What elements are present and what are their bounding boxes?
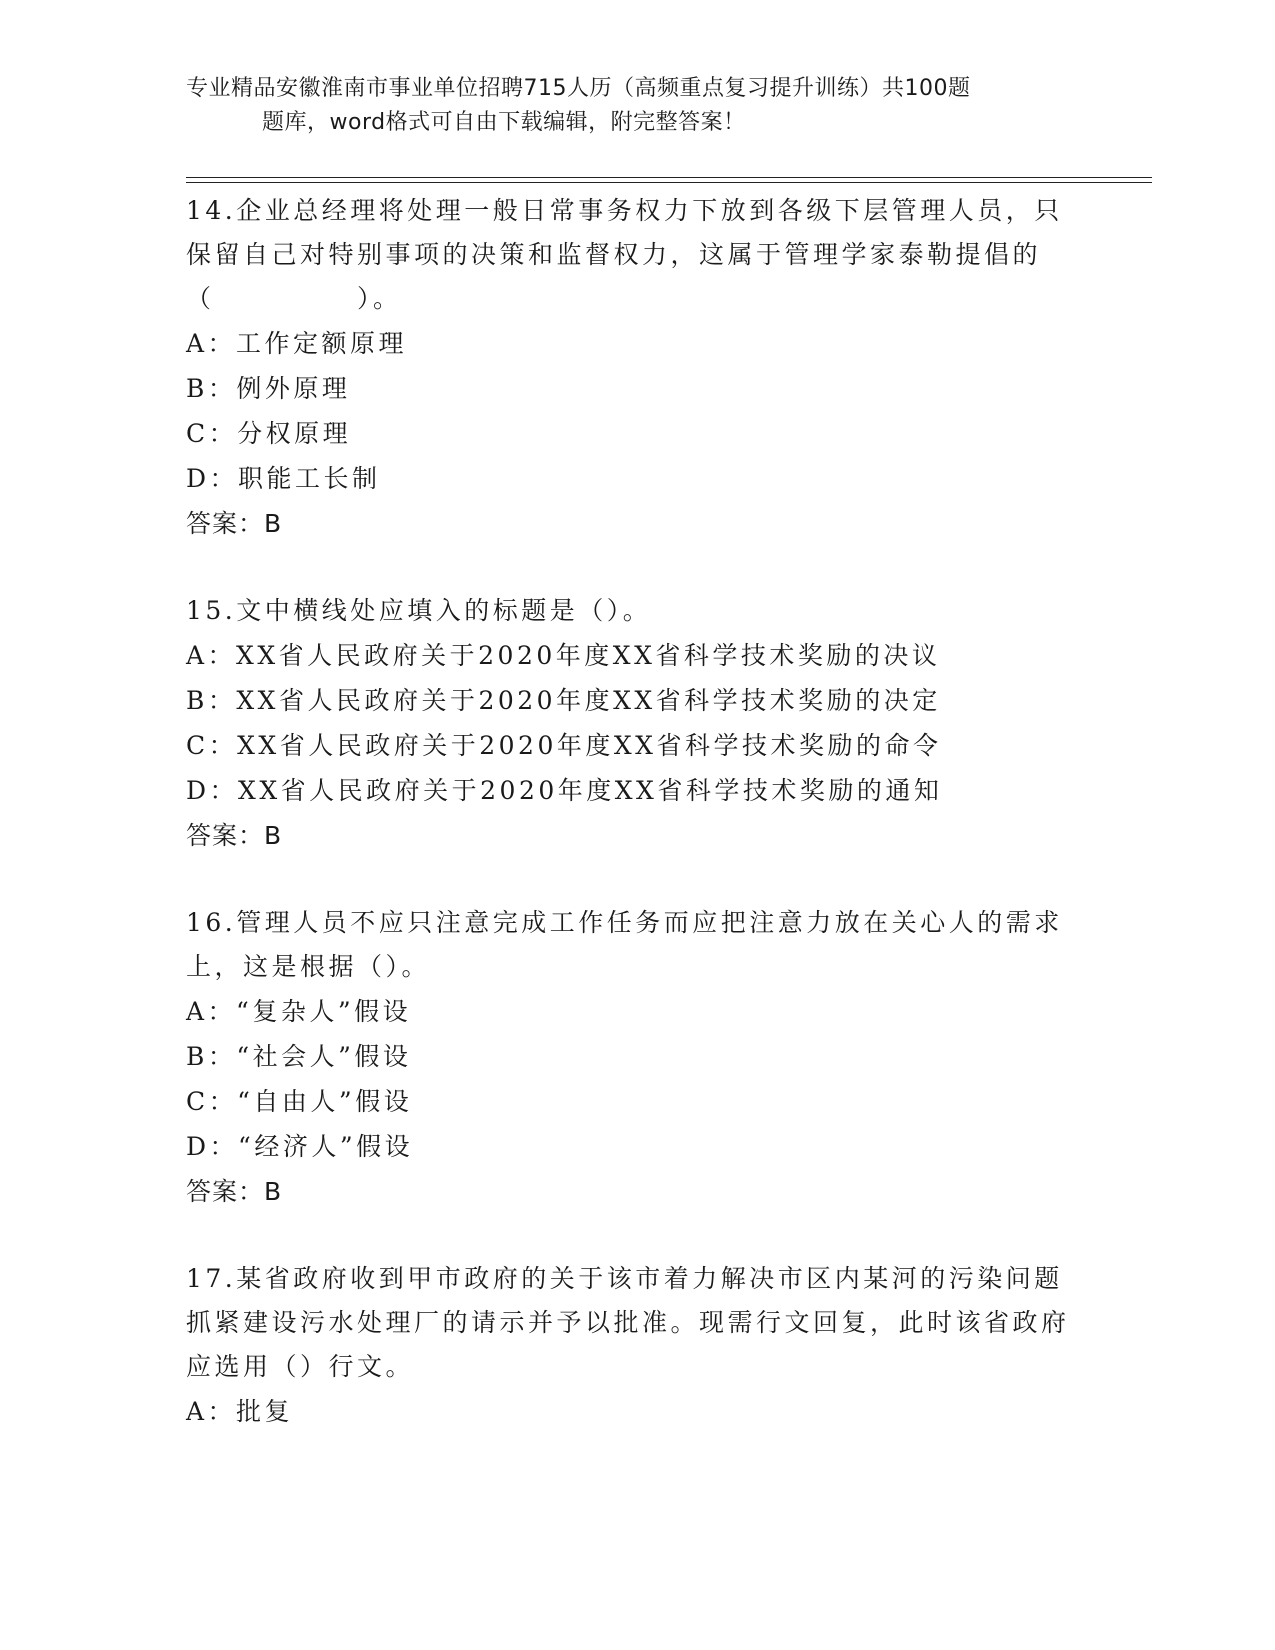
question-17 xyxy=(186,1257,1086,1434)
option-d: D：XX省人民政府关于2020年度XX省科学技术奖励的通知 xyxy=(186,776,943,805)
question-text: 17.某省政府收到甲市政府的关于该市着力解决市区内某河的污染问题抓紧建设污水处理厂的请示并予以批准。现需行文回复，此时该省政府应选用（）行文。 xyxy=(186,1264,1070,1381)
question-text: 16.管理人员不应只注意完成工作任务而应把注意力放在关心人的需求上，这是根据（）。 xyxy=(186,908,1063,981)
option-d: D：职能工长制 xyxy=(186,464,381,493)
question-15 xyxy=(186,589,1086,859)
option-c: C：“自由人”假设 xyxy=(186,1087,413,1116)
option-a: A：工作定额原理 xyxy=(186,329,408,358)
header-line-2: 题库，word格式可自由下载编辑，附完整答案！ xyxy=(262,110,746,135)
option-b: B：XX省人民政府关于2020年度XX省科学技术奖励的决定 xyxy=(186,686,941,715)
question-text: 14.企业总经理将处理一般日常事务权力下放到各级下层管理人员，只保留自己对特别事项的决策和监督权力，这属于管理学家泰勒提倡的（ ）。 xyxy=(186,196,1063,313)
option-a: A：“复杂人”假设 xyxy=(186,997,412,1026)
answer: 答案：B xyxy=(186,509,283,538)
header-line-1: 专业精品安徽淮南市事业单位招聘715人历（高频重点复习提升训练）共100题 xyxy=(186,76,971,101)
question-14 xyxy=(186,189,1086,547)
option-b: B：例外原理 xyxy=(186,374,351,403)
document-header xyxy=(186,72,1086,140)
option-d: D：“经济人”假设 xyxy=(186,1132,414,1161)
option-a: A：XX省人民政府关于2020年度XX省科学技术奖励的决议 xyxy=(186,641,941,670)
option-a: A：批复 xyxy=(186,1397,294,1426)
answer: 答案：B xyxy=(186,1177,283,1206)
header-rule-bottom xyxy=(186,182,1152,183)
question-text: 15.文中横线处应填入的标题是（）。 xyxy=(186,596,652,625)
question-16 xyxy=(186,901,1086,1215)
question-list xyxy=(186,189,1086,1476)
option-c: C：分权原理 xyxy=(186,419,352,448)
answer: 答案：B xyxy=(186,821,283,850)
option-b: B：“社会人”假设 xyxy=(186,1042,412,1071)
header-rule-top xyxy=(186,177,1152,178)
option-c: C：XX省人民政府关于2020年度XX省科学技术奖励的命令 xyxy=(186,731,942,760)
